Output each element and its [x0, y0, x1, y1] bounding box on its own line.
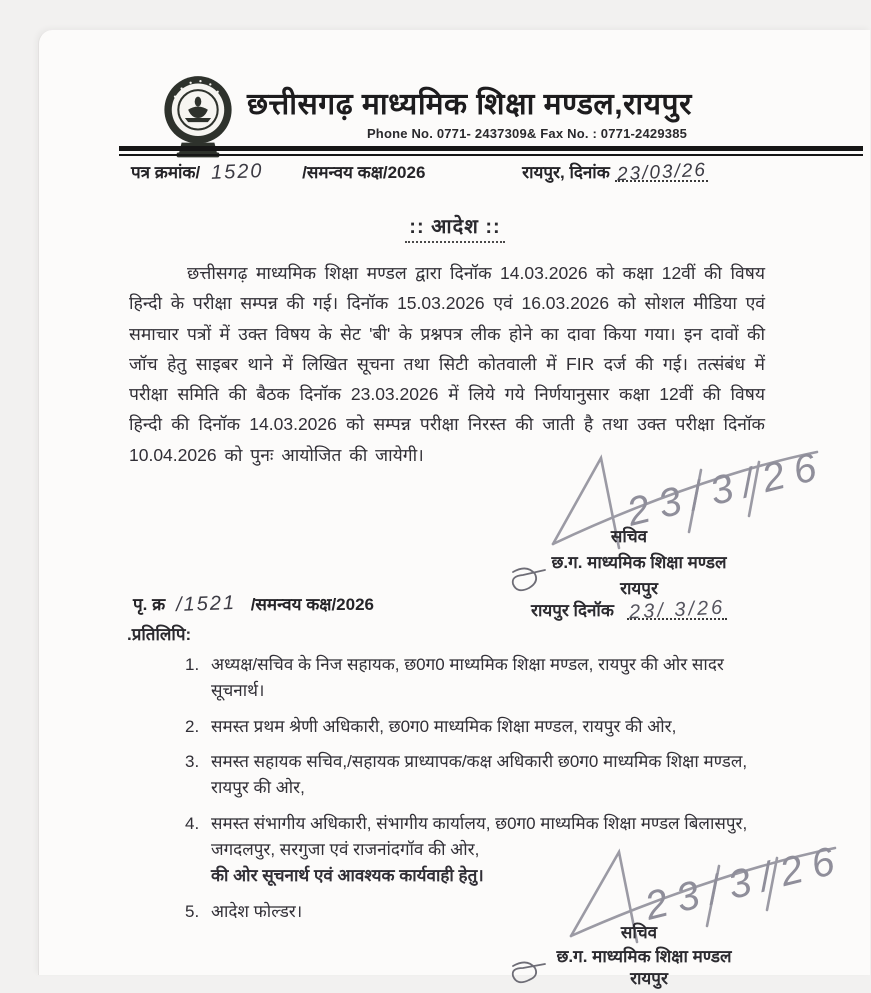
signature-date-label: रायपुर दिनॉक	[531, 601, 614, 620]
list-item	[185, 714, 777, 740]
signature-date-value: 23/ 3/26	[628, 596, 726, 624]
list-item-number: 5.	[185, 901, 200, 921]
signatory-place-bottom: रायपुर	[630, 969, 668, 988]
date-handwritten: 23/03/26	[616, 159, 707, 186]
phone-fax-line: Phone No. 0771- 2437309& Fax No. : 0771-2429385	[366, 126, 688, 141]
date-dotted-underline	[615, 159, 709, 186]
list-item-text: आदेश फोल्डर।	[211, 901, 303, 921]
list-item	[185, 749, 777, 802]
endorsement-ref-prefix: पृ. क्र	[133, 595, 166, 614]
letter-number-suffix: /समन्वय कक्ष/2026	[302, 163, 426, 182]
copy-to-label: .प्रतिलिपि:	[127, 625, 192, 644]
signatory-title-top: सचिव	[610, 527, 648, 546]
signature-date-dotted	[627, 596, 727, 624]
list-item-text: समस्त सहायक सचिव,/सहायक प्राध्यापक/कक्ष अधिकारी छ0ग0 माध्यमिक शिक्षा मण्डल, रायपुर की ओर,	[211, 752, 748, 798]
list-item-text-main: समस्त संभागीय अधिकारी, संभागीय कार्यालय, छ0ग0 माध्यमिक शिक्षा मण्डल बिलासपुर, जगदलपुर, सरगुजा एवं राजनांदगॉव की ओर,	[211, 813, 748, 860]
document-page	[38, 30, 870, 988]
endorsement-ref-number: /1521	[175, 591, 237, 617]
list-item-number: 4.	[185, 813, 200, 833]
list-item-number: 3.	[185, 752, 200, 772]
signatory-org-top: छ.ग. माध्यमिक शिक्षा मण्डल	[551, 553, 727, 572]
list-item-text: अध्यक्ष/सचिव के निज सहायक, छ0ग0 माध्यमिक शिक्षा मण्डल, रायपुर की ओर सादर सूचनार्थ।	[211, 655, 724, 701]
order-heading-wrap	[39, 212, 871, 239]
place-date-label: रायपुर, दिनांक	[522, 163, 610, 182]
letter-number-label: पत्र क्रमांक/	[131, 163, 201, 182]
order-heading: :: आदेश ::	[405, 216, 504, 243]
list-item-text-bold: की ओर सूचनार्थ एवं आवश्यक कार्यवाही हेतु।	[211, 866, 484, 886]
signatory-place-top: रायपुर	[620, 579, 658, 598]
list-item-text: समस्त प्रथम श्रेणी अधिकारी, छ0ग0 माध्यमिक शिक्षा मण्डल, रायपुर की ओर,	[211, 716, 677, 736]
order-body-paragraph: छत्तीसगढ़ माध्यमिक शिक्षा मण्डल द्वारा दिनॉक 14.03.2026 को कक्षा 12वीं की विषय हिन्दी के परीक्षा सम्पन्न की गई। दिनॉक 15.03.2026 एवं 16.03.2026 को सोशल मीडिया एवं समाचार पत्रों में उक्त विषय के सेट 'बी' के प्रश्नपत्र लीक होने का दावा किया गया। इन दावों की जॉच हेतु साइबर थाने में लिखित सूचना तथा सिटी कोतवाली में FIR दर्ज की गई। तत्संबंध में परीक्षा समिति की बैठक दिनॉक 23.03.2026 में लिये गये निर्णयानुसार कक्षा 12वीं की विषय हिन्दी की दिनॉक 14.03.2026 को सम्पन्न परीक्षा निरस्त की जाती है तथा उक्त परीक्षा दिनॉक 10.04.2026 को पुनः आयोजित की जायेगी।	[129, 263, 765, 465]
endorsement-ref-line	[133, 592, 374, 616]
reference-line	[131, 160, 863, 184]
org-name-title: छत्तीसगढ़ माध्यमिक शिक्षा मण्डल,रायपुर	[247, 88, 692, 121]
header-divider-rule	[119, 146, 863, 156]
signature-date-line	[531, 596, 727, 624]
initials-scribble-top	[507, 562, 551, 596]
signatory-title-bottom: सचिव	[620, 923, 658, 942]
initials-scribble-bottom	[507, 958, 551, 988]
signature-bottom-date: 23/3/26	[640, 836, 849, 929]
signature-top-date: 23/3/26	[622, 442, 831, 535]
signatory-org-bottom: छ.ग. माध्यमिक शिक्षा मण्डल	[556, 947, 732, 966]
endorsement-ref-suffix: /समन्वय कक्ष/2026	[250, 595, 374, 614]
letter-number-handwritten: 1520	[210, 160, 264, 184]
list-item-number: 2.	[185, 716, 200, 736]
list-item	[185, 652, 777, 705]
list-item-number: 1.	[185, 655, 200, 674]
